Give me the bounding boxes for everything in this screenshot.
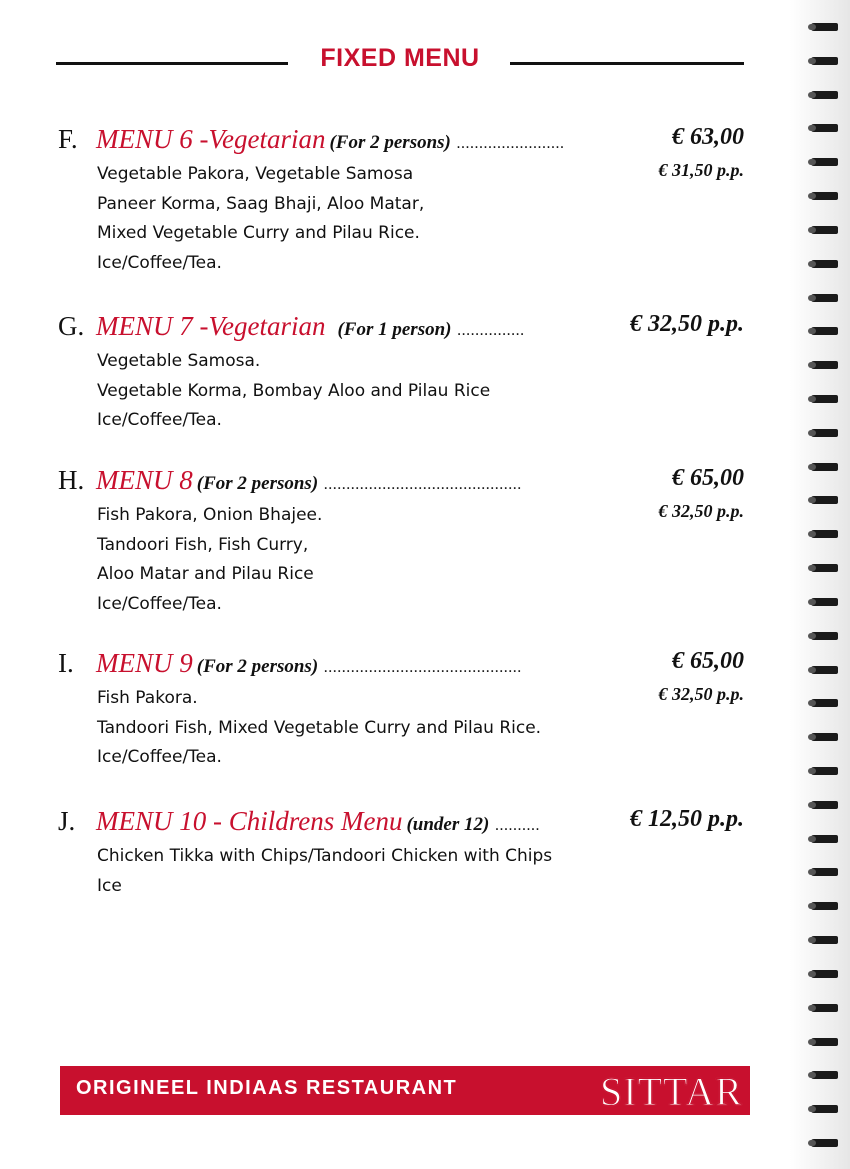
dish-line: Fish Pakora, Onion Bhajee.: [97, 505, 323, 525]
menu-price-per-person: € 31,50 p.p.: [658, 160, 744, 180]
menu-title: [96, 648, 522, 679]
ring-hole: [808, 768, 816, 774]
binder-ring-icon: [808, 663, 838, 677]
menu-dishes: [97, 347, 490, 436]
menu-letter: J.: [58, 806, 76, 836]
binder-ring-icon: [808, 629, 838, 643]
menu-persons: (For 2 persons): [196, 473, 319, 494]
menu-persons: (For 2 persons): [196, 656, 319, 677]
binder-ring-icon: [808, 832, 838, 846]
menu-title: [96, 124, 565, 155]
binder-ring-icon: [808, 561, 838, 575]
ring-hole: [808, 125, 816, 131]
ring-hole: [808, 328, 816, 334]
menu-dishes: [97, 501, 322, 619]
binder-ring-icon: [808, 493, 838, 507]
page-title: FIXED MENU: [320, 44, 480, 72]
dish-line: Ice: [97, 875, 122, 896]
binder-ring-icon: [808, 1035, 838, 1049]
menu-name: MENU 8: [96, 465, 193, 495]
ring-hole: [808, 1072, 816, 1078]
binder-ring-icon: [808, 730, 838, 744]
ring-hole: [808, 1106, 816, 1112]
binder-ring-icon: [808, 121, 838, 135]
menu-title: [96, 806, 540, 837]
ring-hole: [808, 497, 816, 503]
binder-ring-icon: [808, 324, 838, 338]
dish-line: Vegetable Korma, Bombay Aloo and Pilau Rice: [97, 380, 491, 401]
dish-line: Vegetable Pakora, Vegetable Samosa: [97, 164, 414, 184]
binder-ring-icon: [808, 865, 838, 879]
menu-price-per-person: € 32,50 p.p.: [658, 684, 744, 704]
ring-hole: [808, 802, 816, 808]
binder-ring-icon: [808, 189, 838, 203]
restaurant-logo: SITTAR: [600, 1069, 743, 1114]
binder-ring-icon: [808, 764, 838, 778]
ring-hole: [808, 24, 816, 30]
dish-line: Ice/Coffee/Tea.: [97, 252, 222, 273]
ring-hole: [808, 430, 816, 436]
menu-name: MENU 7 -Vegetarian: [96, 311, 326, 341]
dish-line: Ice/Coffee/Tea.: [97, 747, 222, 767]
ring-hole: [808, 1039, 816, 1045]
leader-dots: ........................: [456, 135, 565, 152]
menu-letter: I.: [58, 648, 74, 678]
menu-dishes: [97, 684, 541, 773]
ring-hole: [808, 92, 816, 98]
ring-hole: [808, 599, 816, 605]
menu-letter: F.: [58, 124, 78, 154]
binder-ring-icon: [808, 595, 838, 609]
binder-ring-icon: [808, 798, 838, 812]
ring-hole: [808, 159, 816, 165]
menu-letter: G.: [58, 311, 85, 341]
binder-ring-icon: [808, 933, 838, 947]
header-rule-right: [510, 62, 744, 65]
menu-price: € 65,00: [672, 648, 744, 674]
dish-line: Ice/Coffee/Tea.: [97, 593, 222, 614]
dish-line: Tandoori Fish, Fish Curry,: [97, 534, 309, 555]
binder-ring-icon: [808, 291, 838, 305]
menu-letter: H.: [58, 465, 85, 495]
binder-ring-icon: [808, 392, 838, 406]
dish-line: Ice/Coffee/Tea.: [97, 410, 222, 430]
dish-line: Mixed Vegetable Curry and Pilau Rice.: [97, 223, 420, 243]
menu-dishes: [97, 842, 552, 901]
ring-hole: [808, 869, 816, 875]
menu-price: € 12,50 p.p.: [630, 806, 744, 832]
ring-hole: [808, 58, 816, 64]
menu-title: [96, 311, 525, 342]
ring-hole: [808, 193, 816, 199]
ring-hole: [808, 565, 816, 571]
binder-ring-icon: [808, 1102, 838, 1116]
ring-hole: [808, 227, 816, 233]
binder-ring-icon: [808, 1068, 838, 1082]
ring-hole: [808, 295, 816, 301]
ring-hole: [808, 1140, 816, 1146]
menu-name: MENU 6 -Vegetarian: [96, 124, 326, 154]
ring-hole: [808, 362, 816, 368]
menu-title: [96, 465, 522, 496]
ring-hole: [808, 667, 816, 673]
binder-ring-icon: [808, 696, 838, 710]
menu-dishes: [97, 160, 424, 278]
menu-price: € 63,00: [672, 124, 744, 150]
ring-hole: [808, 971, 816, 977]
binder-ring-icon: [808, 1136, 838, 1150]
leader-dots: ............................................: [324, 659, 523, 676]
binder-ring-icon: [808, 257, 838, 271]
ring-hole: [808, 396, 816, 402]
dish-line: Vegetable Samosa.: [97, 351, 261, 371]
dish-line: Paneer Korma, Saag Bhaji, Aloo Matar,: [97, 193, 425, 214]
binder-ring-icon: [808, 426, 838, 440]
header-rule-left: [56, 62, 288, 65]
binder-ring-icon: [808, 155, 838, 169]
binder-ring-icon: [808, 899, 838, 913]
ring-hole: [808, 464, 816, 470]
dish-line: Tandoori Fish, Mixed Vegetable Curry and Pilau Rice.: [97, 717, 542, 738]
binder-ring-icon: [808, 54, 838, 68]
binder-ring-icon: [808, 20, 838, 34]
ring-hole: [808, 531, 816, 537]
menu-name: MENU 9: [96, 648, 193, 678]
binder-ring-icon: [808, 223, 838, 237]
menu-price-per-person: € 32,50 p.p.: [658, 501, 744, 521]
binder-ring-icon: [808, 527, 838, 541]
ring-hole: [808, 903, 816, 909]
menu-persons: (under 12): [406, 814, 490, 835]
menu-name: MENU 10 - Childrens Menu: [96, 806, 403, 836]
ring-hole: [808, 734, 816, 740]
menu-persons: (For 1 person): [337, 319, 452, 340]
ring-hole: [808, 1005, 816, 1011]
binder-ring-icon: [808, 88, 838, 102]
ring-hole: [808, 836, 816, 842]
binder-ring-icon: [808, 460, 838, 474]
ring-hole: [808, 633, 816, 639]
dish-line: Chicken Tikka with Chips/Tandoori Chicken with Chips: [97, 846, 553, 866]
binder-ring-icon: [808, 358, 838, 372]
leader-dots: ............................................: [324, 476, 523, 493]
binder-ring-icon: [808, 967, 838, 981]
dish-line: Aloo Matar and Pilau Rice: [97, 564, 314, 584]
menu-price: € 32,50 p.p.: [630, 311, 744, 337]
footer-banner: [60, 1066, 750, 1115]
spiral-binding-icon: [808, 20, 842, 1150]
menu-persons: (For 2 persons): [329, 132, 451, 153]
footer-tagline: ORIGINEEL INDIAAS RESTAURANT: [76, 1077, 458, 1099]
leader-dots: ...............: [457, 322, 525, 339]
ring-hole: [808, 261, 816, 267]
leader-dots: ..........: [495, 817, 541, 834]
binder-ring-icon: [808, 1001, 838, 1015]
ring-hole: [808, 937, 816, 943]
ring-hole: [808, 700, 816, 706]
menu-price: € 65,00: [672, 465, 744, 491]
dish-line: Fish Pakora.: [97, 688, 198, 708]
